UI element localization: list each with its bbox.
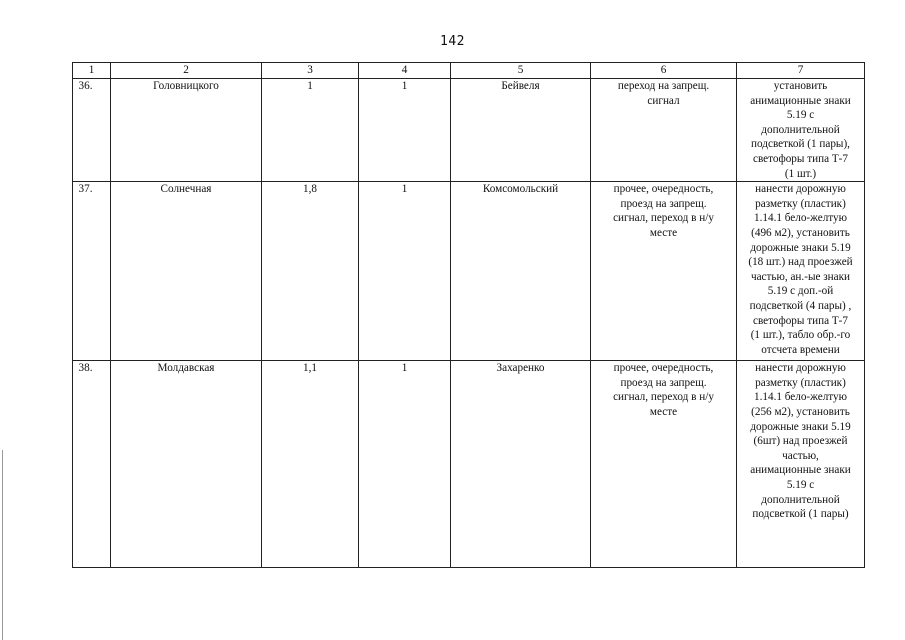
table-row: [73, 182, 865, 361]
count-value: 1: [359, 182, 451, 361]
street-name: Головницкого: [111, 79, 262, 182]
data-table: [72, 62, 865, 568]
measures-text: нанести дорожную разметку (пластик) 1.14.1 бело-желтую (256 м2), установить дорожные знаки 5.19 (6шт) над проезжей частью, анимационные знаки 5.19 с дополнительной подсветкой (1 пары): [737, 361, 865, 568]
count-value: 1: [359, 79, 451, 182]
causes-text: прочее, очередность, проезд на запрещ. сигнал, переход в н/у месте: [591, 182, 737, 361]
length-value: 1,8: [262, 182, 359, 361]
page-number: 142: [440, 34, 465, 49]
row-number: 38.: [73, 361, 111, 568]
measures-text: нанести дорожную разметку (пластик) 1.14.1 бело-желтую (496 м2), установить дорожные знаки 5.19 (18 шт.) над проезжей частью, ан.-ые знаки 5.19 с доп.-ой подсветкой (4 пары) , светофоры типа Т-7 (1 шт.), табло обр.-го отсчета времени: [737, 182, 865, 361]
column-header: 5: [451, 63, 591, 79]
column-number-row: [73, 63, 865, 79]
measures-text: установить анимационные знаки 5.19 с дополнительной подсветкой (1 пары), светофоры типа Т-7 (1 шт.): [737, 79, 865, 182]
length-value: 1,1: [262, 361, 359, 568]
row-number: 37.: [73, 182, 111, 361]
causes-text: переход на запрещ. сигнал: [591, 79, 737, 182]
margin-scan-line: [2, 450, 3, 640]
table-row: [73, 79, 865, 182]
street-name: Молдавская: [111, 361, 262, 568]
column-header: 1: [73, 63, 111, 79]
column-header: 7: [737, 63, 865, 79]
length-value: 1: [262, 79, 359, 182]
column-header: 6: [591, 63, 737, 79]
column-header: 4: [359, 63, 451, 79]
street-name: Солнечная: [111, 182, 262, 361]
column-header: 2: [111, 63, 262, 79]
count-value: 1: [359, 361, 451, 568]
cross-street: Захаренко: [451, 361, 591, 568]
cross-street: Комсомольский: [451, 182, 591, 361]
row-number: 36.: [73, 79, 111, 182]
cross-street: Бейвеля: [451, 79, 591, 182]
table-row: [73, 361, 865, 568]
column-header: 3: [262, 63, 359, 79]
causes-text: прочее, очередность, проезд на запрещ. сигнал, переход в н/у месте: [591, 361, 737, 568]
